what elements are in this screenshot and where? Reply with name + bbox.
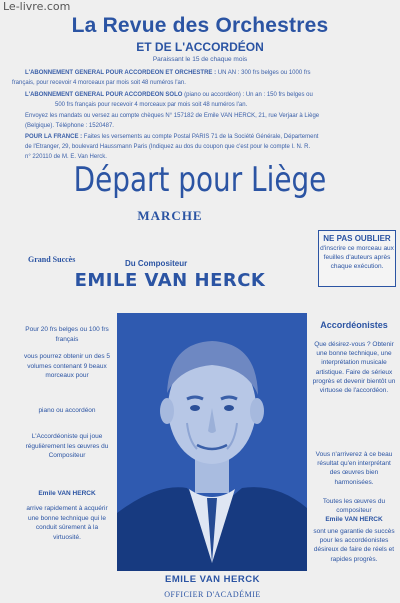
france-label: POUR LA FRANCE :: [25, 134, 83, 140]
france-line-2: de l'Etranger, 29, boulevard Haussmann Paris (Indiquez au dos du coupon que c'est pour le compte I. N. R.: [25, 144, 311, 150]
portrait-svg: [117, 313, 307, 571]
subscription-text-1: UN AN : 300 frs belges ou 1000 frs: [217, 70, 311, 76]
accordeonistes-heading: Accordéonistes: [320, 320, 388, 330]
right-composer-name: Emile VAN HERCK: [325, 516, 383, 523]
revue-title: La Revue des Orchestres: [71, 14, 329, 37]
footer-composer-name: EMILE VAN HERCK: [165, 574, 260, 585]
notice-heading: NE PAS OUBLIER: [323, 234, 391, 243]
france-line-3: n° 220110 de M. E. Van Herck.: [25, 154, 107, 160]
grand-succes: Grand Succès: [28, 255, 76, 264]
virtuosite-text: arrive rapidement à acquérir une bonne technique qui le conduit sûrement à la virtuosité.: [26, 505, 108, 541]
composer-portrait: [117, 313, 307, 571]
notice-body: d'inscrire ce morceau aux feuilles d'auteurs après chaque exécution.: [320, 245, 394, 270]
footer-composer-title: OFFICIER D'ACADÉMIE: [164, 590, 261, 599]
payment-line-2: (Belgique). Téléphone : 1520487.: [25, 123, 114, 129]
right-para-3: Toutes les œuvres du compositeur: [322, 498, 386, 515]
subscription-label-2: L'ABONNEMENT GENERAL POUR ACCORDEON SOLO: [25, 92, 183, 98]
subscription-line-2: français, pour recevoir 4 morceaux par mois soit 48 numéros l'an.: [12, 80, 186, 86]
accordeoniste-text: L'Accordéoniste qui joue régulièrement les œuvres du Compositeur: [25, 433, 109, 459]
piece-genre: MARCHE: [137, 208, 203, 223]
du-compositeur: Du Compositeur: [125, 259, 188, 268]
subscription-label-1: L'ABONNEMENT GENERAL POUR ACCORDEON ET ORCHESTRE :: [25, 70, 217, 76]
subscription-line-4: 500 frs français pour recevoir 4 morceaux par mois soit 48 numéros l'an.: [55, 102, 248, 108]
payment-line-1: Envoyez les mandats ou versez au compte chèques N° 157182 de Emile VAN HERCK, 21, rue Verjaar à Liège: [25, 113, 320, 119]
price-text: Pour 20 frs belges ou 100 frs français: [25, 326, 109, 343]
france-text: Faites les versements au compte Postal PARIS 71 de la Société Générale, Département: [83, 134, 319, 140]
offer-text: vous pourrez obtenir un des 5 volumes contenant 9 beaux morceaux pour: [24, 353, 110, 379]
watermark: Le-livre.com: [3, 0, 71, 13]
subscription-text-3: (piano ou accordéon) : Un an : 150 frs belges ou: [184, 92, 313, 98]
right-para-4: sont une garantie de succès pour les accordéonistes désireux de faire de réels et rapides progrès.: [313, 528, 395, 563]
right-para-1: Que désirez-vous ? Obtenir une bonne technique, une interprétation musicale artistique. Faire de sérieux progrès et devenir bientôt un virtuose de l'accordéon.: [312, 341, 396, 395]
right-para-2: Vous n'arriverez à ce beau résultat qu'en interprétant des œuvres bien harmonisées.: [315, 451, 393, 486]
left-composer-name: Emile VAN HERCK: [38, 490, 96, 497]
publication-period: Paraissant le 15 de chaque mois: [152, 56, 248, 63]
composer-name: EMILE VAN HERCK: [74, 270, 266, 291]
instrument-text: piano ou accordéon: [38, 407, 96, 414]
subscription-line-1: [25, 68, 397, 78]
revue-subtitle: ET DE L'ACCORDÉON: [136, 40, 264, 54]
france-line-1: [25, 132, 397, 142]
subscription-line-3: [25, 90, 397, 100]
piece-title: Départ pour Liège: [73, 160, 327, 200]
